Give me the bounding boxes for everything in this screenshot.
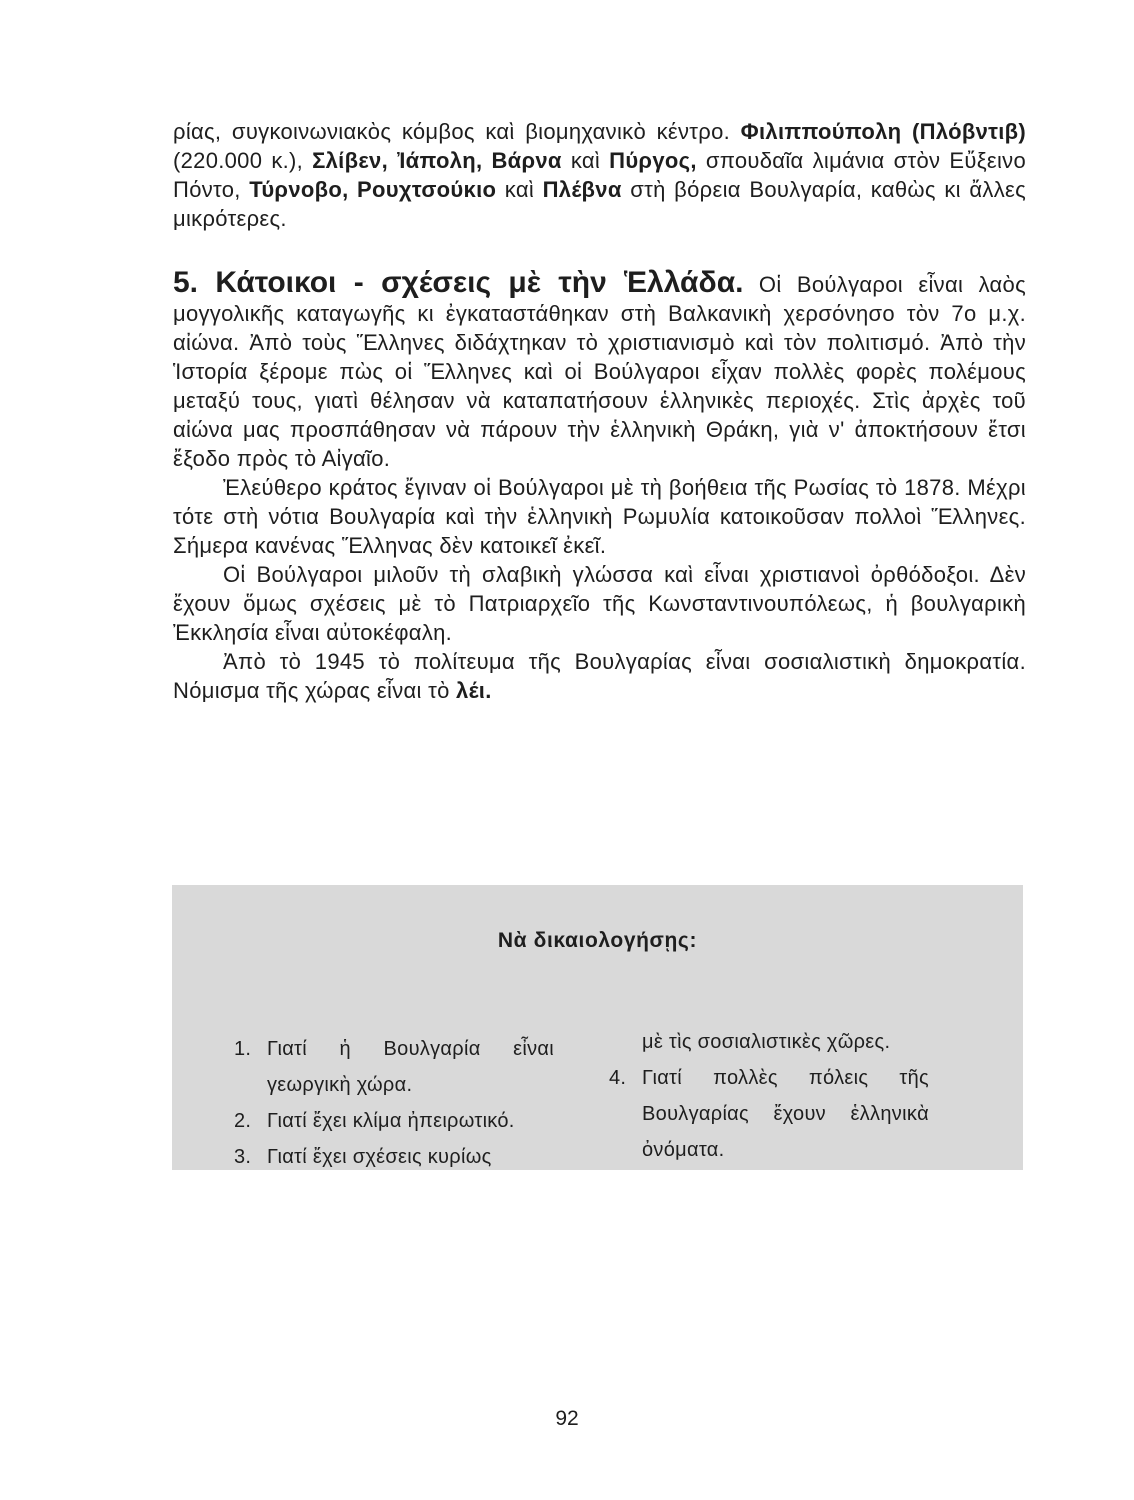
- question-text: Γιατί πολλὲς πόλεις τῆς Βουλγαρίας ἔχουν ἑλληνικὰ ὀνόματα.: [642, 1067, 929, 1161]
- city-plovdiv: Φιλιππούπολη (Πλόβντιβ): [740, 119, 1026, 144]
- section-5: [173, 268, 1026, 705]
- exercise-column-left: [234, 1031, 554, 1175]
- paragraph-4-text: Ἀπὸ τὸ 1945 τὸ πολίτευμα τῆς Βουλγαρίας εἶναι σοσιαλιστικὴ δημοκρατία. Νόμισμα τῆς χώρας εἶναι τὸ: [173, 649, 1026, 703]
- page-number: 92: [555, 1407, 579, 1430]
- question-number: 1.: [234, 1038, 252, 1060]
- section-paragraph-2: Ἐλεύθερο κράτος ἔγιναν οἱ Βούλγαροι μὲ τὴ βοήθεια τῆς Ρωσίας τὸ 1878. Μέχρι τότε στὴ νότια Βουλγαρία καὶ τὴν ἑλληνικὴ Ρωμυλία κατοικοῦσαν πολλοὶ Ἕλληνες. Σήμερα κανένας Ἕλληνας δὲν κατοικεῖ ἐκεῖ.: [173, 475, 1026, 558]
- section-paragraph-3: Οἱ Βούλγαροι μιλοῦν τὴ σλαβικὴ γλώσσα καὶ εἶναι χριστιανοὶ ὀρθόδοξοι. Δὲν ἔχουν ὅμως σχέσεις μὲ τὸ Πατριαρχεῖο τῆς Κωνσταντινουπόλεως, ἡ βουλγαρικὴ Ἐκκλησία εἶναι αὐτοκέφαλη.: [173, 562, 1026, 645]
- section-paragraph-4: [173, 647, 1026, 705]
- question-3: [234, 1139, 554, 1175]
- question-text: Γιατί ἔχει κλίμα ἠπειρωτικό.: [267, 1110, 515, 1132]
- city-burgas: Πύργος,: [609, 148, 697, 173]
- intro-text-1: ρίας, συγκοινωνιακὸς κόμβος καὶ βιομηχανικὸ κέντρο.: [173, 119, 741, 144]
- currency-lev: λέι.: [456, 678, 492, 703]
- section-paragraph-1: Οἱ Βούλγαροι εἶναι λαὸς μογγολικῆς καταγωγῆς κι ἐγκαταστάθηκαν στὴ Βαλκανικὴ χερσόνησο τὸν 7ο μ.χ. αἰώνα. Ἀπὸ τοὺς Ἕλληνες διδάχτηκαν τὸ χριστιανισμὸ καὶ τὸν πολιτισμό. Ἀπὸ τὴν Ἱστορία ξέρομε πὼς οἱ Ἕλληνες καὶ οἱ Βούλγαροι εἶχαν πολλὲς φορὲς πολέμους μεταξύ τους, γιατὶ θέλησαν νὰ καταπατήσουν ἑλληνικὲς περιοχές. Στὶς ἀρχὲς τοῦ αἰώνα μας προσπάθησαν νὰ πάρουν τὴν ἑλληνικὴ Θράκη, γιὰ ν' ἀποκτήσουν ἔτσι ἔξοδο πρὸς τὸ Αἰγαῖο.: [173, 272, 1026, 471]
- question-1: [234, 1031, 554, 1103]
- intro-text-2: (220.000 κ.),: [173, 148, 313, 173]
- intro-text-6: στὴ βόρεια Βουλγαρία, καθὼς κι ἄλλες μικρότερες.: [173, 177, 1026, 231]
- question-2: [234, 1103, 554, 1139]
- intro-text-4: σπουδαῖα λιμάνια στὸν Εὔξεινο Πόντο,: [173, 148, 1026, 202]
- question-number: 3.: [234, 1146, 252, 1168]
- question-number: 2.: [234, 1110, 252, 1132]
- question-4: [609, 1060, 929, 1168]
- section-heading: 5. Κάτοικοι - σχέσεις μὲ τὴν Ἑλλάδα.: [173, 266, 744, 299]
- intro-paragraph: [173, 117, 1026, 233]
- question-text: μὲ τὶς σοσιαλιστικὲς χῶρες.: [642, 1031, 891, 1053]
- city-sliven-yambol-varna: Σλίβεν, Ἰάπολη, Βάρνα: [312, 148, 562, 173]
- intro-text-5: καὶ: [496, 177, 543, 202]
- question-text: Γιατί ἡ Βουλγαρία εἶναι γεωργικὴ χώρα.: [267, 1038, 554, 1096]
- exercise-box: [172, 885, 1023, 1170]
- city-pleven: Πλέβνα: [542, 177, 622, 202]
- question-text: Γιατί ἔχει σχέσεις κυρίως: [267, 1146, 492, 1168]
- question-3-continued: [609, 1024, 929, 1060]
- question-number: [609, 1024, 642, 1060]
- exercise-column-right: [609, 1024, 929, 1168]
- intro-text-3: καὶ: [561, 148, 610, 173]
- exercise-title: Νὰ δικαιολογήσῃς:: [497, 929, 698, 952]
- question-number: 4.: [609, 1067, 627, 1089]
- city-tarnovo-ruse: Τύρνοβο, Ρουχτσούκιο: [249, 177, 497, 202]
